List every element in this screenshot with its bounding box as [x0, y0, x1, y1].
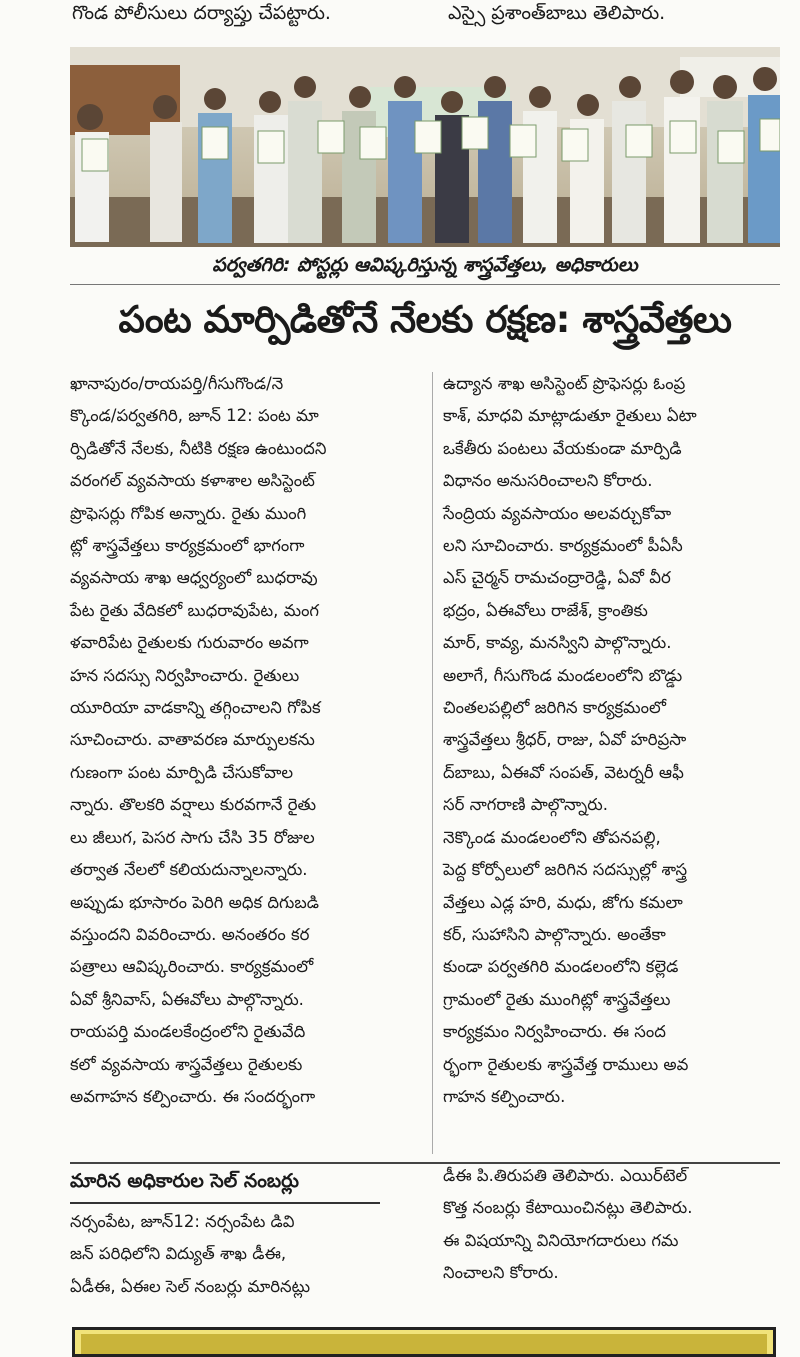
photo-illustration	[70, 47, 780, 247]
previous-article-fragment	[0, 0, 800, 36]
caption-divider	[70, 284, 780, 285]
article-column-right: ఉద్యాన శాఖ అసిస్టెంట్ ప్రొఫెసర్లు ఓంప్ర కాశ్, మాధవి మాట్లాడుతూ రైతులు ఏటా ఒకేతీరు పంటలు వేయకుండా మార్పిడి విధానం అనుసరించాలని కోరారు. సేంద్రియ వ్యవసాయం అలవర్చుకోవా లని సూచించారు. కార్యక్రమంలో పీఏసీ ఎస్ చైర్మన్ రామచంద్రారెడ్డి, ఏవో వీర భద్రం, ఏఈవోలు రాజేశ్, క్రాంతికు మార్, కావ్య, మనస్విని పాల్గొన్నారు. అలాగే, గీసుగొండ మండలంలోని బొడ్డు చింతలపల్లిలో జరిగిన కార్యక్రమంలో శాస్త్రవేత్తలు శ్రీధర్, రాజు, ఏవో హరిప్రసా ద్‌బాబు, ఏఈవో సంపత్, వెటర్నరీ ఆఫీ సర్ నాగరాణి పాల్గొన్నారు. నెక్కొండ మండలంలోని తోపనపల్లి, పెద్ద కోర్పోలులో జరిగిన సదస్సుల్లో శాస్త్ర వేత్తలు ఎడ్ల హరి, మధు, జోగు కమలా కర్, సుహాసిని పాల్గొన్నారు. అంతేకా కుండా పర్వతగిరి మండలంలోని కల్లెడ గ్రామంలో రైతు ముంగిట్లో శాస్త్రవేత్తలు కార్యక్రమం నిర్వహించారు. ఈ సంద ర్భంగా రైతులకు శాస్త్రవేత్త రాములు అవ గాహన కల్పించారు.	[443, 374, 697, 1106]
sub-article-column-right: డీఈ పి.తిరుపతి తెలిపారు. ఎయిర్‌టెల్ కొత్త నంబర్లు కేటాయించినట్లు తెలిపారు. ఈ విషయాన్ని వినియోగదారులు గమ నించాలని కోరారు.	[443, 1166, 693, 1283]
article-headline: పంట మార్పిడితోనే నేలకు రక్షణ: శాస్త్రవేత్తలు	[118, 298, 732, 341]
next-advertisement-box	[72, 1327, 776, 1357]
sub-headline-underline	[70, 1202, 380, 1204]
column-divider	[432, 372, 433, 1154]
advertisement-fill	[81, 1334, 767, 1354]
sub-article-column-left: నర్సంపేట, జూన్12: నర్సంపేట డివి జన్ పరిధిలోని విద్యుత్ శాఖ డీఈ, ఏడీఈ, ఏఈల సెల్ నంబర్లు మారినట్లు	[70, 1212, 311, 1296]
photo-caption: పర్వతగిరి: పోస్టర్లు ఆవిష్కరిస్తున్న శాస్త్రవేత్తలు, అధికారులు	[212, 254, 638, 276]
sub-article-headline: మారిన అధికారుల సెల్ నంబర్లు	[70, 1170, 299, 1192]
article-column-left: ఖానాపురం/రాయపర్తి/గీసుగొండ/నె క్కొండ/పర్వతగిరి, జూన్ 12: పంట మా ర్పిడితోనే నేలకు, నీటికి రక్షణ ఉంటుందని వరంగల్ వ్యవసాయ కళాశాల అసిస్టెంట్ ప్రొఫెసర్లు గోపిక అన్నారు. రైతు ముంగి ట్లో శాస్త్రవేత్తలు కార్యక్రమంలో భాగంగా వ్యవసాయ శాఖ ఆధ్వర్యంలో బుధరావు పేట రైతు వేదికలో బుధరావుపేట, మంగ ళవారిపేట రైతులకు గురువారం అవగా హన సదస్సు నిర్వహించారు. రైతులు యూరియా వాడకాన్ని తగ్గించాలని గోపిక సూచించారు. వాతావరణ మార్పులకను గుణంగా పంట మార్పిడి చేసుకోవాల న్నారు. తొలకరి వర్షాలు కురవగానే రైతు లు జీలుగ, పెసర సాగు చేసి 35 రోజుల తర్వాత నేలలో కలియదున్నాలన్నారు. అప్పుడు భూసారం పెరిగి అధిక దిగుబడి వస్తుందని వివరించారు. అనంతరం కర పత్రాలు ఆవిష్కరించారు. కార్యక్రమంలో ఏవో శ్రీనివాస్, ఏఈవోలు పాల్గొన్నారు. రాయపర్తి మండలకేంద్రంలోని రైతువేది కలో వ్యవసాయ శాస్త్రవేత్తలు రైతులకు అవగాహన కల్పించారు. ఈ సందర్భంగా	[70, 374, 327, 1106]
fragment-right-text: ఎస్సై ప్రశాంత్‌బాబు తెలిపారు.	[448, 2, 666, 24]
fragment-left-text: గొండ పోలీసులు దర్యాప్తు చేపట్టారు.	[72, 2, 331, 24]
group-photo-icon	[70, 47, 780, 247]
